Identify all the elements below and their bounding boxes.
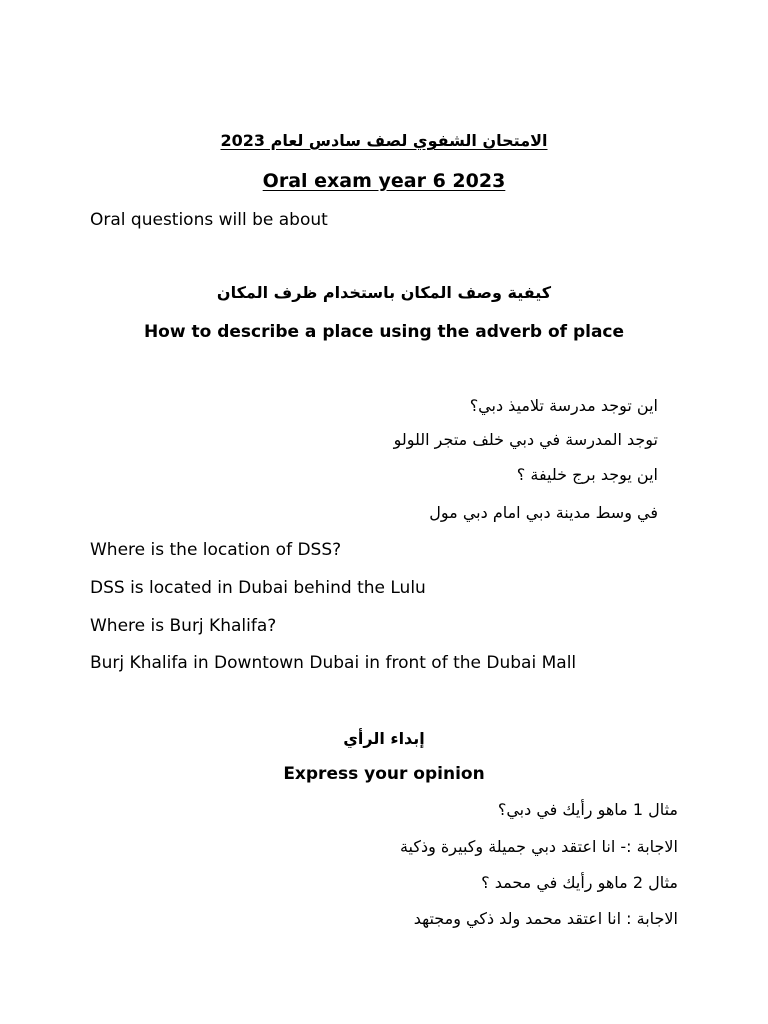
arabic-answer-line: في وسط مدينة دبي امام دبي مول [429, 503, 658, 522]
arabic-answer-line: توجد المدرسة في دبي خلف متجر اللولو [393, 430, 658, 449]
section1-english-heading: How to describe a place using the adverb of place [143, 322, 625, 342]
english-answer-line: Burj Khalifa in Downtown Dubai in front of the Dubai Mall [90, 653, 577, 673]
section2-arabic-heading: إبداء الرأي [343, 729, 425, 748]
arabic-example-answer-line: الاجابة :- انا اعتقد دبي جميلة وكبيرة وذكية [399, 837, 678, 856]
intro-text: Oral questions will be about [90, 210, 328, 230]
arabic-title: الامتحان الشفوي لصف سادس لعام 2023 [220, 131, 548, 150]
section2-english-heading: Express your opinion [283, 764, 485, 784]
english-question-line: Where is Burj Khalifa? [90, 616, 277, 636]
english-question-line: Where is the location of DSS? [90, 540, 342, 560]
english-answer-line: DSS is located in Dubai behind the Lulu [90, 578, 426, 598]
arabic-example-answer-line: الاجابة : انا اعتقد محمد ولد ذكي ومجتهد [413, 909, 678, 928]
arabic-question-line: اين توجد مدرسة تلاميذ دبي؟ [469, 396, 658, 415]
arabic-example-line: مثال 2 ماهو رأيك في محمد ؟ [481, 873, 678, 892]
english-title: Oral exam year 6 2023 [262, 170, 506, 192]
arabic-example-line: مثال 1 ماهو رأيك في دبي؟ [497, 800, 678, 819]
arabic-question-line: اين يوجد برج خليفة ؟ [516, 465, 658, 484]
section1-arabic-heading: كيفية وصف المكان باستخدام ظرف المكان [216, 283, 552, 302]
